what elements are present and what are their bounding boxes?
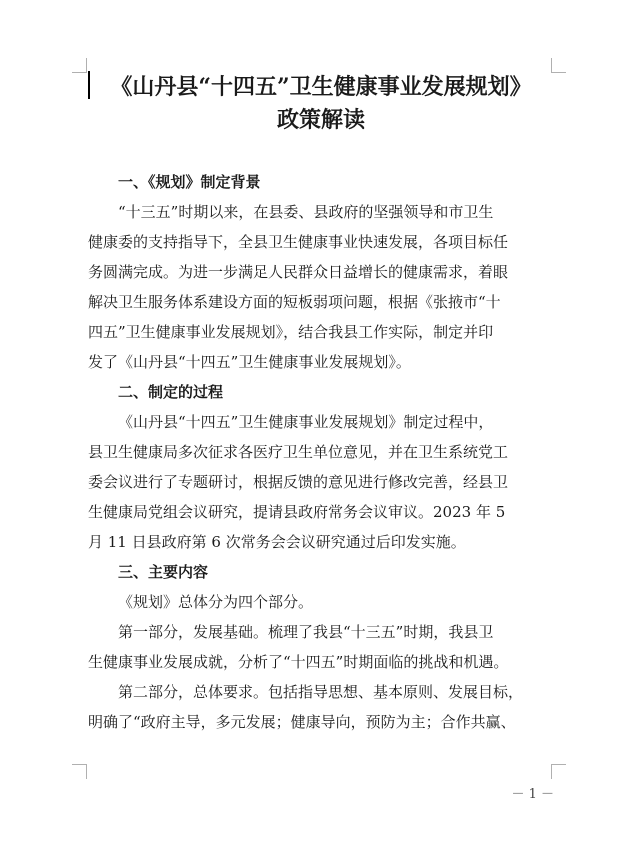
body-line: 生健康事业发展成就，分析了“十四五”时期面临的挑战和机遇。 <box>88 653 509 671</box>
crop-mark-bottom-right <box>551 764 566 779</box>
section-heading: 三、主要内容 <box>118 563 209 581</box>
body-line: 第二部分，总体要求。包括指导思想、基本原则、发展目标， <box>118 683 524 701</box>
body-line: 务圆满完成。为进一步满足人民群众日益增长的健康需求，着眼 <box>88 263 509 281</box>
body-line: 明确了“政府主导，多元发展；健康导向，预防为主；合作共赢、 <box>88 713 516 731</box>
body-line: 解决卫生服务体系建设方面的短板弱项问题，根据《张掖市“十 <box>88 293 501 311</box>
body-line: 生健康局党组会议研究，提请县政府常务会议审议。2023 年 5 <box>88 503 506 521</box>
body-line: 第一部分，发展基础。梳理了我县“十三五”时期，我县卫 <box>118 623 494 641</box>
body-line: 《山丹县“十四五”卫生健康事业发展规划》制定过程中， <box>118 413 494 431</box>
body-line: 月 11 日县政府第 6 次常务会会议研究通过后印发实施。 <box>88 533 466 551</box>
crop-mark-top-right <box>551 58 566 73</box>
body-line: 县卫生健康局多次征求各医疗卫生单位意见，并在卫生系统党工 <box>88 443 509 461</box>
crop-mark-bottom-left <box>72 764 87 779</box>
section-heading: 二、制定的过程 <box>118 383 224 401</box>
document-body <box>88 167 551 737</box>
body-line: “十三五”时期以来，在县委、县政府的坚强领导和市卫生 <box>118 203 494 221</box>
document-subtitle: 政策解读 <box>276 107 365 133</box>
body-line: 委会议进行了专题研讨，根据反馈的意见进行修改完善，经县卫 <box>88 473 509 491</box>
document-title: 《山丹县“十四五”卫生健康事业发展规划》 <box>110 74 532 100</box>
crop-mark-top-left <box>72 58 87 73</box>
body-line: 发了《山丹县“十四五”卫生健康事业发展规划》。 <box>88 353 411 371</box>
body-line: 《规划》总体分为四个部分。 <box>118 593 314 611</box>
section-heading: 一、《规划》制定背景 <box>118 173 261 191</box>
body-line: 四五”卫生健康事业发展规划》，结合我县工作实际，制定并印 <box>88 323 494 341</box>
body-line: 健康委的支持指导下，全县卫生健康事业快速发展，各项目标任 <box>88 233 509 251</box>
page-number: － 1 － <box>511 787 554 802</box>
